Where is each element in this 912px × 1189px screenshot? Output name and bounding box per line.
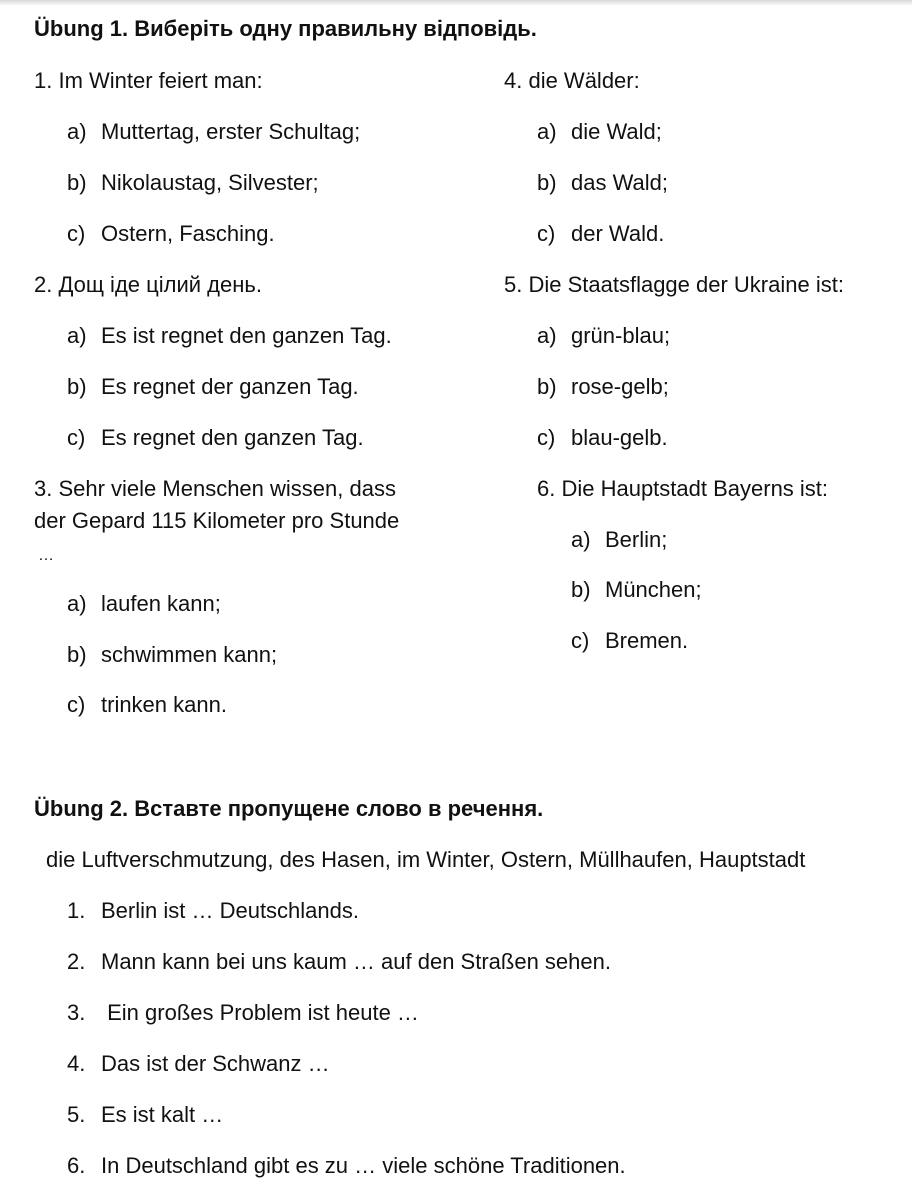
option-label: b) <box>571 577 591 602</box>
option-label: b) <box>67 642 87 667</box>
question-3-prompt-ellipsis: … <box>38 547 54 564</box>
q4-option-c <box>537 220 664 248</box>
option-text: Es ist regnet den ganzen Tag. <box>101 323 392 348</box>
q4-option-a <box>537 118 662 146</box>
q4-option-b <box>537 169 668 197</box>
sentence-text: Berlin ist … Deutschlands. <box>101 898 359 923</box>
fill-sentence-4 <box>67 1050 330 1078</box>
option-label: a) <box>537 323 557 348</box>
option-text: Muttertag, erster Schultag; <box>101 119 361 144</box>
q3-option-b <box>67 641 277 669</box>
option-text: der Wald. <box>571 221 665 246</box>
option-text: das Wald; <box>571 170 669 195</box>
option-text: Es regnet den ganzen Tag. <box>101 425 364 450</box>
question-5-prompt: 5. Die Staatsflagge der Ukraine ist: <box>504 272 844 297</box>
q6-option-a <box>571 526 667 554</box>
question-4-prompt: 4. die Wälder: <box>504 68 640 93</box>
sentence-text: Das ist der Schwanz … <box>101 1051 330 1076</box>
sentence-number: 5. <box>67 1102 86 1127</box>
question-6-prompt: 6. Die Hauptstadt Bayerns ist: <box>537 476 829 501</box>
option-text: Berlin; <box>605 527 668 552</box>
sentence-number: 3. <box>67 1000 86 1025</box>
exercise1-heading: Übung 1. Виберіть одну правильну відповідь. <box>34 16 537 41</box>
exercise2-heading: Übung 2. Вставте пропущене слово в речення. <box>34 796 544 821</box>
option-label: a) <box>571 527 591 552</box>
option-text: trinken kann. <box>101 692 227 717</box>
q1-option-c <box>67 220 275 248</box>
q1-option-a <box>67 118 360 146</box>
q3-option-c <box>67 691 227 719</box>
sentence-text: In Deutschland gibt es zu … viele schöne Traditionen. <box>101 1153 626 1178</box>
sentence-text: Es ist kalt … <box>101 1102 224 1127</box>
option-text: München; <box>605 577 702 602</box>
question-1-prompt: 1. Im Winter feiert man: <box>34 68 263 93</box>
option-label: b) <box>67 170 87 195</box>
q1-option-b <box>67 169 319 197</box>
fill-sentence-1 <box>67 897 359 925</box>
option-label: c) <box>67 425 86 450</box>
sentence-number: 1. <box>67 898 86 923</box>
option-label: c) <box>537 221 556 246</box>
sentence-text: Mann kann bei uns kaum … auf den Straßen sehen. <box>101 949 611 974</box>
top-edge-shadow <box>0 0 912 6</box>
sentence-number: 6. <box>67 1153 86 1178</box>
option-text: grün-blau; <box>571 323 671 348</box>
option-label: c) <box>67 692 86 717</box>
option-text: blau-gelb. <box>571 425 668 450</box>
q2-option-b <box>67 373 359 401</box>
option-text: laufen kann; <box>101 591 221 616</box>
question-2-prompt: 2. Дощ іде цілий день. <box>34 272 262 297</box>
option-text: Ostern, Fasching. <box>101 221 275 246</box>
option-label: b) <box>67 374 87 399</box>
fill-sentence-2 <box>67 948 611 976</box>
option-text: rose-gelb; <box>571 374 669 399</box>
option-label: a) <box>67 119 87 144</box>
option-text: schwimmen kann; <box>101 642 278 667</box>
word-bank: die Luftverschmutzung, des Hasen, im Winter, Ostern, Müllhaufen, Hauptstadt <box>46 847 806 872</box>
sentence-text: Ein großes Problem ist heute … <box>101 1000 419 1025</box>
q6-option-b <box>571 576 702 604</box>
option-label: b) <box>537 374 557 399</box>
question-3-prompt-line-1: 3. Sehr viele Menschen wissen, dass <box>34 476 396 501</box>
option-label: c) <box>537 425 556 450</box>
option-text: die Wald; <box>571 119 662 144</box>
option-label: a) <box>537 119 557 144</box>
q2-option-a <box>67 322 392 350</box>
option-label: c) <box>571 628 590 653</box>
q6-option-c <box>571 627 688 655</box>
q5-option-b <box>537 373 669 401</box>
option-label: a) <box>67 323 87 348</box>
sentence-number: 4. <box>67 1051 86 1076</box>
q2-option-c <box>67 424 364 452</box>
question-3-prompt-line-2: der Gepard 115 Kilometer pro Stunde <box>34 508 400 533</box>
sentence-number: 2. <box>67 949 86 974</box>
q5-option-a <box>537 322 670 350</box>
fill-sentence-5 <box>67 1101 223 1129</box>
q5-option-c <box>537 424 668 452</box>
q3-option-a <box>67 590 221 618</box>
option-label: b) <box>537 170 557 195</box>
option-label: a) <box>67 591 87 616</box>
option-text: Nikolaustag, Silvester; <box>101 170 319 195</box>
option-text: Es regnet der ganzen Tag. <box>101 374 359 399</box>
option-label: c) <box>67 221 86 246</box>
fill-sentence-6 <box>67 1152 626 1180</box>
option-text: Bremen. <box>605 628 689 653</box>
fill-sentence-3 <box>67 999 419 1027</box>
